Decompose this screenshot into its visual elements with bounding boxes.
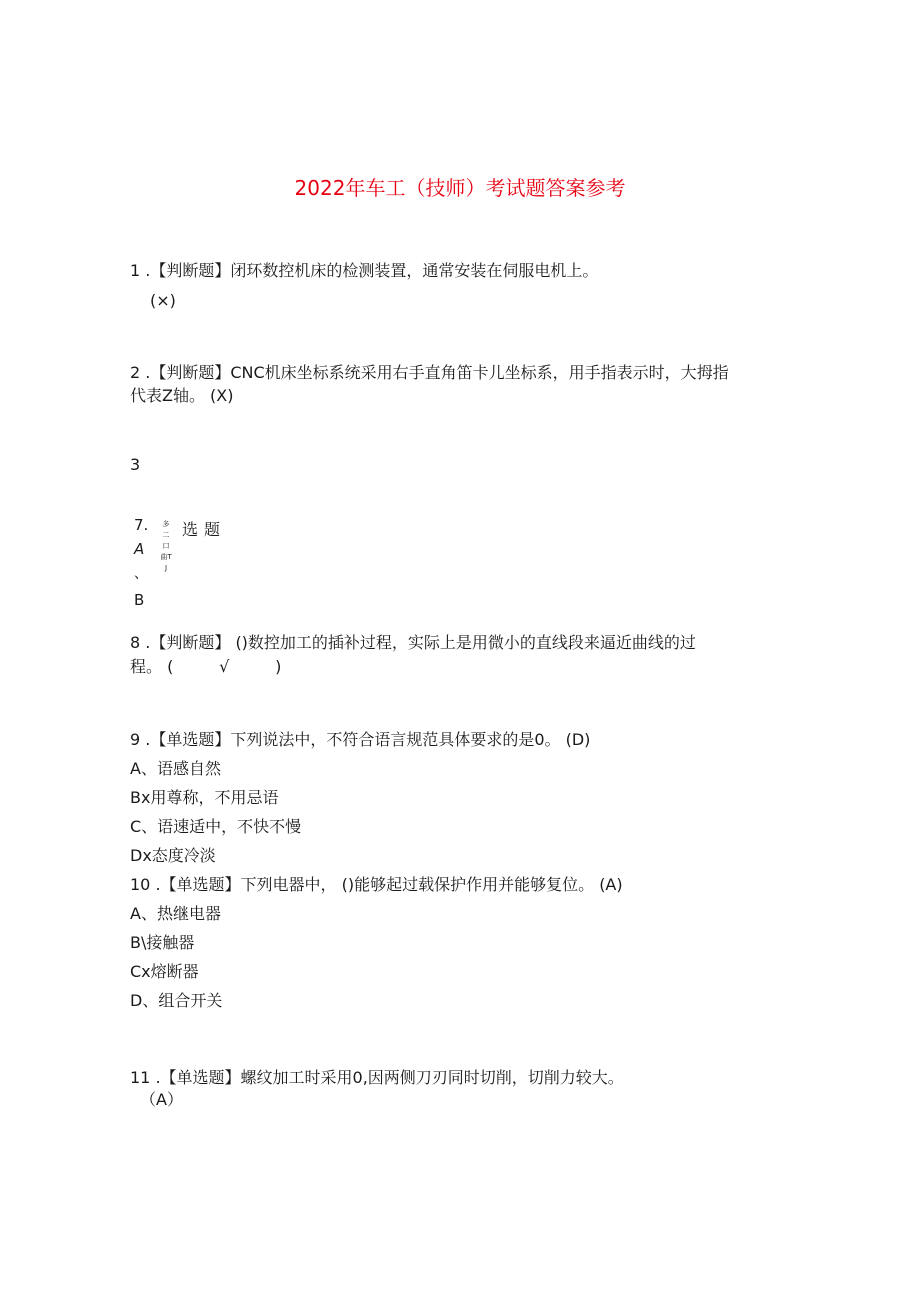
question-8-text-line2: 程。 ( √ ) <box>130 657 282 676</box>
question-2-text-line2: 代表Z轴。 (X) <box>130 386 234 405</box>
question-10-option: B\接触器 <box>130 933 195 952</box>
question-10-option: A、热继电器 <box>130 904 221 923</box>
question-2-text-line1: 2 .【判断题】CNC机床坐标系统采用右手直角笛卡儿坐标系，用手指表示时，大拇指 <box>130 363 729 382</box>
question-3-number: 3 <box>130 455 141 474</box>
question-9-option: Bx用尊称，不用忌语 <box>130 788 279 807</box>
question-10-option: D、组合开关 <box>130 991 223 1010</box>
document-title: 2022年车工（技师）考试题答案参考 <box>294 176 626 200</box>
question-7-option-a: A <box>134 540 145 558</box>
question-7-vertical-text: 多二口曲TJ <box>160 520 172 572</box>
question-9-option: C、语速适中，不快不慢 <box>130 817 302 836</box>
question-8-text-line1: 8 .【判断题】 ()数控加工的插补过程，实际上是用微小的直线段来逼近曲线的过 <box>130 633 696 652</box>
question-7-option-b: B <box>134 591 145 609</box>
question-11-answer: （A） <box>140 1090 183 1109</box>
question-10-option: Cx熔断器 <box>130 962 199 981</box>
question-1-answer: (×) <box>150 291 176 310</box>
question-1-text: 1 .【判断题】闭环数控机床的检测装置，通常安装在伺服电机上。 <box>130 261 599 280</box>
question-7-type: 选题 <box>182 520 227 539</box>
question-9-text: 9 .【单选题】下列说法中，不符合语言规范具体要求的是0。 (D) <box>130 730 591 749</box>
question-7-separator: 、 <box>134 566 148 582</box>
question-9-option: A、语感自然 <box>130 759 221 778</box>
question-7-number: 7. <box>134 516 149 534</box>
question-9-option: Dx态度冷淡 <box>130 846 216 865</box>
question-11-text: 11 .【单选题】螺纹加工时采用0,因两侧刀刃同时切削，切削力较大。 <box>130 1068 624 1087</box>
question-10-text: 10 .【单选题】下列电器中， ()能够起过载保护作用并能够复位。 (A) <box>130 875 623 894</box>
